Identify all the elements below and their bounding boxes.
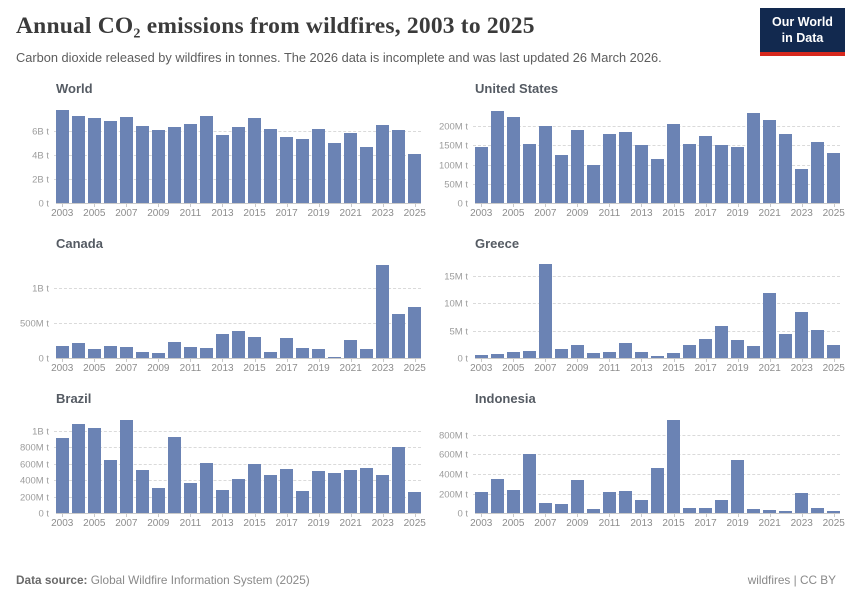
x-axis-label: 2025 bbox=[403, 208, 426, 220]
bar-2004[interactable] bbox=[72, 343, 85, 358]
x-axis-label: 2011 bbox=[598, 208, 621, 220]
x-axis-label: 2009 bbox=[147, 208, 170, 220]
bar-2003[interactable] bbox=[56, 438, 69, 513]
bar-2025[interactable] bbox=[827, 153, 840, 203]
bar-2003[interactable] bbox=[475, 355, 488, 358]
bar-2021[interactable] bbox=[344, 470, 357, 513]
owid-logo-line2: in Data bbox=[781, 30, 824, 45]
plot-area bbox=[56, 260, 421, 359]
x-axis-label: 2023 bbox=[371, 363, 394, 375]
x-axis-label: 2011 bbox=[179, 208, 202, 220]
bar-2018[interactable] bbox=[715, 326, 728, 358]
plot-area bbox=[56, 415, 421, 514]
bar-2008[interactable] bbox=[555, 504, 568, 513]
bar-2005[interactable] bbox=[88, 118, 101, 203]
bar-2009[interactable] bbox=[152, 130, 165, 203]
bar-2016[interactable] bbox=[683, 144, 696, 204]
bar-2025[interactable] bbox=[827, 345, 840, 359]
x-axis-label: 2011 bbox=[179, 518, 202, 530]
x-axis-label: 2013 bbox=[211, 363, 234, 375]
y-axis bbox=[12, 105, 56, 210]
y-axis-tick-label: 0 t bbox=[457, 353, 468, 365]
bar-2017[interactable] bbox=[280, 469, 293, 513]
chart-panel-united-states bbox=[431, 81, 845, 220]
x-axis-label: 2003 bbox=[51, 363, 74, 375]
x-axis-label: 2023 bbox=[790, 363, 813, 375]
bar-2010[interactable] bbox=[587, 353, 600, 358]
bars-group bbox=[475, 260, 840, 358]
data-source-value[interactable]: Global Wildfire Information System (2025) bbox=[90, 573, 310, 587]
x-axis-label: 2005 bbox=[502, 208, 525, 220]
bar-2010[interactable] bbox=[168, 127, 181, 203]
x-axis-label: 2021 bbox=[339, 208, 362, 220]
bar-2016[interactable] bbox=[683, 508, 696, 513]
bar-2023[interactable] bbox=[795, 493, 808, 514]
bar-2004[interactable] bbox=[72, 424, 85, 514]
bar-2004[interactable] bbox=[72, 116, 85, 204]
y-axis-tick-label: 0 t bbox=[38, 353, 49, 365]
bar-2006[interactable] bbox=[523, 144, 536, 204]
bar-2005[interactable] bbox=[88, 428, 101, 514]
bar-2012[interactable] bbox=[200, 463, 213, 513]
bar-2008[interactable] bbox=[136, 470, 149, 513]
bar-2005[interactable] bbox=[507, 490, 520, 513]
bar-2025[interactable] bbox=[827, 511, 840, 513]
x-axis-label: 2003 bbox=[470, 518, 493, 530]
bar-2010[interactable] bbox=[587, 509, 600, 513]
bar-2024[interactable] bbox=[392, 130, 405, 204]
y-axis-tick-label: 0 t bbox=[38, 508, 49, 520]
y-axis-tick-label: 800M t bbox=[19, 442, 49, 454]
x-axis-label: 2023 bbox=[371, 208, 394, 220]
bar-2015[interactable] bbox=[248, 118, 261, 204]
chart-panel-brazil bbox=[12, 391, 426, 530]
bar-2015[interactable] bbox=[248, 337, 261, 358]
plot-area bbox=[56, 105, 421, 204]
bar-2016[interactable] bbox=[264, 475, 277, 513]
bar-2024[interactable] bbox=[811, 142, 824, 204]
bar-2007[interactable] bbox=[120, 420, 133, 513]
bar-2005[interactable] bbox=[88, 349, 101, 358]
x-axis-label: 2017 bbox=[275, 208, 298, 220]
x-axis-label: 2015 bbox=[243, 518, 266, 530]
bar-2014[interactable] bbox=[651, 159, 664, 203]
bar-2022[interactable] bbox=[360, 147, 373, 203]
bar-2019[interactable] bbox=[731, 340, 744, 358]
bar-2024[interactable] bbox=[392, 314, 405, 358]
bar-2014[interactable] bbox=[651, 468, 664, 514]
bar-2009[interactable] bbox=[152, 353, 165, 358]
bar-2007[interactable] bbox=[539, 264, 552, 358]
bar-2019[interactable] bbox=[731, 460, 744, 513]
x-axis-label: 2011 bbox=[179, 363, 202, 375]
y-axis bbox=[431, 105, 475, 210]
x-axis-label: 2025 bbox=[822, 208, 845, 220]
bar-2013[interactable] bbox=[635, 500, 648, 513]
bar-2018[interactable] bbox=[296, 139, 309, 203]
bar-2007[interactable] bbox=[120, 347, 133, 358]
y-axis-tick-label: 5M t bbox=[449, 326, 468, 338]
x-axis-label: 2013 bbox=[630, 518, 653, 530]
bar-2012[interactable] bbox=[619, 132, 632, 203]
bar-2022[interactable] bbox=[360, 349, 373, 359]
bar-2017[interactable] bbox=[280, 338, 293, 358]
x-axis-label: 2007 bbox=[115, 363, 138, 375]
bar-2020[interactable] bbox=[747, 509, 760, 513]
bar-2018[interactable] bbox=[296, 348, 309, 358]
bar-2023[interactable] bbox=[376, 125, 389, 204]
y-axis-tick-label: 0 t bbox=[457, 198, 468, 210]
bar-2020[interactable] bbox=[328, 357, 341, 359]
bar-2024[interactable] bbox=[811, 330, 824, 358]
plot-area bbox=[475, 105, 840, 204]
bar-2010[interactable] bbox=[168, 342, 181, 358]
chart-header bbox=[0, 0, 850, 67]
y-axis-tick-label: 400M t bbox=[19, 475, 49, 487]
bar-2022[interactable] bbox=[779, 511, 792, 513]
x-axis-label: 2015 bbox=[662, 518, 685, 530]
y-axis-tick-label: 50M t bbox=[444, 179, 468, 191]
bar-2005[interactable] bbox=[507, 352, 520, 359]
bar-2006[interactable] bbox=[104, 346, 117, 358]
bar-2018[interactable] bbox=[296, 491, 309, 513]
x-axis-label: 2003 bbox=[51, 208, 74, 220]
y-axis-tick-label: 2B t bbox=[32, 174, 49, 186]
x-axis-label: 2007 bbox=[534, 518, 557, 530]
x-axis-label: 2019 bbox=[307, 518, 330, 530]
bar-2006[interactable] bbox=[104, 460, 117, 513]
bar-2024[interactable] bbox=[392, 447, 405, 513]
x-axis bbox=[51, 514, 426, 530]
x-axis-label: 2015 bbox=[243, 363, 266, 375]
bar-2023[interactable] bbox=[376, 265, 389, 358]
panel-title: United States bbox=[475, 81, 559, 97]
bar-2007[interactable] bbox=[120, 117, 133, 203]
bar-2016[interactable] bbox=[683, 345, 696, 358]
x-axis-label: 2023 bbox=[790, 208, 813, 220]
data-source-line bbox=[16, 573, 310, 587]
y-axis-tick-label: 1B t bbox=[32, 283, 49, 295]
x-axis-label: 2005 bbox=[502, 363, 525, 375]
x-axis-label: 2021 bbox=[758, 363, 781, 375]
x-axis-label: 2007 bbox=[115, 518, 138, 530]
y-axis-tick-label: 600M t bbox=[19, 459, 49, 471]
x-axis bbox=[470, 514, 845, 530]
bar-2004[interactable] bbox=[491, 111, 504, 204]
bar-2003[interactable] bbox=[56, 346, 69, 359]
y-axis-tick-label: 200M t bbox=[19, 492, 49, 504]
bar-2020[interactable] bbox=[747, 346, 760, 359]
x-axis-label: 2005 bbox=[83, 518, 106, 530]
x-axis-label: 2013 bbox=[211, 518, 234, 530]
bar-2008[interactable] bbox=[136, 126, 149, 203]
x-axis-label: 2003 bbox=[51, 518, 74, 530]
bar-2009[interactable] bbox=[571, 480, 584, 513]
y-axis-tick-label: 0 t bbox=[457, 508, 468, 520]
x-axis-label: 2019 bbox=[726, 518, 749, 530]
x-axis bbox=[470, 204, 845, 220]
bar-2014[interactable] bbox=[232, 479, 245, 514]
bars-group bbox=[475, 105, 840, 203]
owid-logo[interactable] bbox=[760, 8, 845, 56]
bar-2015[interactable] bbox=[667, 353, 680, 358]
bar-2024[interactable] bbox=[811, 508, 824, 513]
bar-2013[interactable] bbox=[216, 490, 229, 513]
bar-2011[interactable] bbox=[603, 134, 616, 203]
chart-panel-canada bbox=[12, 236, 426, 375]
bar-2025[interactable] bbox=[408, 307, 421, 358]
x-axis-label: 2011 bbox=[598, 363, 621, 375]
bars-group bbox=[475, 415, 840, 513]
bar-2015[interactable] bbox=[667, 124, 680, 203]
bar-2009[interactable] bbox=[571, 345, 584, 358]
x-axis-label: 2017 bbox=[694, 363, 717, 375]
bar-2009[interactable] bbox=[571, 130, 584, 203]
x-axis-label: 2005 bbox=[502, 518, 525, 530]
x-axis-label: 2019 bbox=[307, 363, 330, 375]
x-axis bbox=[51, 359, 426, 375]
page-title: Annual CO₂ emissions from wildfires, 2003 to 2025 bbox=[16, 13, 535, 39]
x-axis-label: 2015 bbox=[662, 363, 685, 375]
chart-panel-greece bbox=[431, 236, 845, 375]
x-axis-label: 2007 bbox=[534, 208, 557, 220]
bar-2012[interactable] bbox=[619, 491, 632, 514]
chart-footer bbox=[16, 573, 836, 587]
bar-2025[interactable] bbox=[408, 154, 421, 204]
bar-2023[interactable] bbox=[795, 169, 808, 204]
bar-2020[interactable] bbox=[328, 143, 341, 204]
x-axis-label: 2009 bbox=[566, 518, 589, 530]
y-axis-tick-label: 4B t bbox=[32, 150, 49, 162]
bar-2013[interactable] bbox=[635, 145, 648, 203]
x-axis-label: 2003 bbox=[470, 208, 493, 220]
y-axis-tick-label: 500M t bbox=[19, 318, 49, 330]
panel-title: Canada bbox=[56, 236, 103, 252]
bar-2008[interactable] bbox=[136, 352, 149, 359]
bar-2013[interactable] bbox=[216, 334, 229, 358]
x-axis-label: 2021 bbox=[758, 518, 781, 530]
bar-2017[interactable] bbox=[699, 508, 712, 513]
bar-2017[interactable] bbox=[699, 136, 712, 203]
bar-2016[interactable] bbox=[264, 129, 277, 203]
bar-2014[interactable] bbox=[651, 356, 664, 359]
x-axis-label: 2005 bbox=[83, 363, 106, 375]
bar-2012[interactable] bbox=[619, 343, 632, 358]
bar-2017[interactable] bbox=[699, 339, 712, 358]
x-axis-label: 2023 bbox=[371, 518, 394, 530]
x-axis-label: 2017 bbox=[694, 518, 717, 530]
x-axis-label: 2015 bbox=[662, 208, 685, 220]
owid-logo-line1: Our World bbox=[772, 15, 833, 29]
x-axis-label: 2009 bbox=[147, 363, 170, 375]
bar-2010[interactable] bbox=[587, 165, 600, 204]
y-axis-tick-label: 100M t bbox=[438, 160, 468, 172]
x-axis-label: 2013 bbox=[211, 208, 234, 220]
x-axis-label: 2017 bbox=[275, 363, 298, 375]
bar-2020[interactable] bbox=[328, 473, 341, 513]
bar-2013[interactable] bbox=[635, 352, 648, 358]
bar-2017[interactable] bbox=[280, 137, 293, 204]
bar-2021[interactable] bbox=[763, 120, 776, 203]
plot-area bbox=[475, 415, 840, 514]
bar-2015[interactable] bbox=[248, 464, 261, 513]
x-axis-label: 2005 bbox=[83, 208, 106, 220]
y-axis-tick-label: 150M t bbox=[438, 140, 468, 152]
panel-title: Brazil bbox=[56, 391, 92, 407]
bar-2003[interactable] bbox=[475, 147, 488, 203]
x-axis-label: 2025 bbox=[403, 363, 426, 375]
x-axis-label: 2019 bbox=[307, 208, 330, 220]
bar-2003[interactable] bbox=[56, 110, 69, 204]
bar-2009[interactable] bbox=[152, 488, 165, 514]
bar-2011[interactable] bbox=[603, 492, 616, 514]
bar-2011[interactable] bbox=[184, 483, 197, 513]
bar-2013[interactable] bbox=[216, 135, 229, 203]
chart-panel-world bbox=[12, 81, 426, 220]
bar-2007[interactable] bbox=[539, 503, 552, 513]
bar-2018[interactable] bbox=[715, 500, 728, 514]
bar-2006[interactable] bbox=[523, 351, 536, 358]
bar-2021[interactable] bbox=[344, 340, 357, 359]
bar-2019[interactable] bbox=[731, 147, 744, 203]
x-axis-label: 2007 bbox=[534, 363, 557, 375]
y-axis-tick-label: 15M t bbox=[444, 271, 468, 283]
bar-2023[interactable] bbox=[376, 475, 389, 513]
bar-2022[interactable] bbox=[779, 134, 792, 203]
x-axis-label: 2019 bbox=[726, 208, 749, 220]
bar-2019[interactable] bbox=[312, 471, 325, 513]
bar-2016[interactable] bbox=[264, 352, 277, 358]
y-axis-tick-label: 600M t bbox=[438, 449, 468, 461]
x-axis-label: 2015 bbox=[243, 208, 266, 220]
bar-2010[interactable] bbox=[168, 437, 181, 514]
y-axis-tick-label: 400M t bbox=[438, 469, 468, 481]
bar-2022[interactable] bbox=[360, 468, 373, 513]
bar-2011[interactable] bbox=[184, 347, 197, 358]
license-line[interactable]: wildfires | CC BY bbox=[747, 573, 836, 587]
bar-2014[interactable] bbox=[232, 127, 245, 204]
y-axis-tick-label: 200M t bbox=[438, 121, 468, 133]
bar-2014[interactable] bbox=[232, 331, 245, 358]
chart-panel-indonesia bbox=[431, 391, 845, 530]
x-axis-label: 2021 bbox=[339, 518, 362, 530]
bar-2012[interactable] bbox=[200, 116, 213, 204]
bar-2004[interactable] bbox=[491, 354, 504, 358]
bar-2004[interactable] bbox=[491, 479, 504, 513]
y-axis-tick-label: 1B t bbox=[32, 426, 49, 438]
x-axis-label: 2011 bbox=[598, 518, 621, 530]
y-axis-tick-label: 6B t bbox=[32, 126, 49, 138]
x-axis bbox=[51, 204, 426, 220]
bar-2008[interactable] bbox=[555, 155, 568, 203]
bars-group bbox=[56, 260, 421, 358]
bar-2021[interactable] bbox=[763, 293, 776, 358]
bar-2021[interactable] bbox=[763, 510, 776, 513]
bar-2012[interactable] bbox=[200, 348, 213, 358]
panel-title: Indonesia bbox=[475, 391, 536, 407]
y-axis bbox=[431, 260, 475, 365]
bar-2005[interactable] bbox=[507, 117, 520, 204]
y-axis bbox=[12, 415, 56, 520]
bar-2018[interactable] bbox=[715, 145, 728, 203]
bar-2011[interactable] bbox=[603, 352, 616, 359]
x-axis-label: 2017 bbox=[275, 518, 298, 530]
y-axis-tick-label: 200M t bbox=[438, 489, 468, 501]
data-source-label: Data source: bbox=[16, 573, 88, 587]
x-axis-label: 2007 bbox=[115, 208, 138, 220]
x-axis-label: 2013 bbox=[630, 363, 653, 375]
plot-area bbox=[475, 260, 840, 359]
bar-2021[interactable] bbox=[344, 133, 357, 203]
x-axis-label: 2023 bbox=[790, 518, 813, 530]
bar-2011[interactable] bbox=[184, 124, 197, 204]
x-axis-label: 2021 bbox=[758, 208, 781, 220]
bar-2007[interactable] bbox=[539, 126, 552, 203]
bar-2022[interactable] bbox=[779, 334, 792, 358]
x-axis-label: 2003 bbox=[470, 363, 493, 375]
x-axis-label: 2025 bbox=[403, 518, 426, 530]
bar-2003[interactable] bbox=[475, 492, 488, 513]
bar-2006[interactable] bbox=[104, 121, 117, 203]
x-axis-label: 2009 bbox=[566, 363, 589, 375]
bar-2019[interactable] bbox=[312, 129, 325, 203]
bars-group bbox=[56, 105, 421, 203]
x-axis bbox=[470, 359, 845, 375]
bar-2015[interactable] bbox=[667, 420, 680, 513]
panel-title: Greece bbox=[475, 236, 520, 252]
x-axis-label: 2013 bbox=[630, 208, 653, 220]
x-axis-label: 2025 bbox=[822, 518, 845, 530]
y-axis bbox=[431, 415, 475, 520]
page-subtitle: Carbon dioxide released by wildfires in tonnes. The 2026 data is incomplete and was last updated 26 March 2026. bbox=[16, 50, 662, 65]
small-multiples-grid bbox=[0, 67, 850, 530]
bar-2019[interactable] bbox=[312, 349, 325, 358]
y-axis bbox=[12, 260, 56, 365]
x-axis-label: 2017 bbox=[694, 208, 717, 220]
x-axis-label: 2019 bbox=[726, 363, 749, 375]
y-axis-tick-label: 10M t bbox=[444, 298, 468, 310]
bar-2025[interactable] bbox=[408, 492, 421, 513]
panel-title: World bbox=[56, 81, 93, 97]
bar-2023[interactable] bbox=[795, 312, 808, 359]
bar-2006[interactable] bbox=[523, 454, 536, 513]
y-axis-tick-label: 0 t bbox=[38, 198, 49, 210]
x-axis-label: 2009 bbox=[147, 518, 170, 530]
x-axis-label: 2025 bbox=[822, 363, 845, 375]
x-axis-label: 2009 bbox=[566, 208, 589, 220]
bar-2008[interactable] bbox=[555, 349, 568, 358]
y-axis-tick-label: 800M t bbox=[438, 430, 468, 442]
bar-2020[interactable] bbox=[747, 113, 760, 204]
x-axis-label: 2021 bbox=[339, 363, 362, 375]
bars-group bbox=[56, 415, 421, 513]
